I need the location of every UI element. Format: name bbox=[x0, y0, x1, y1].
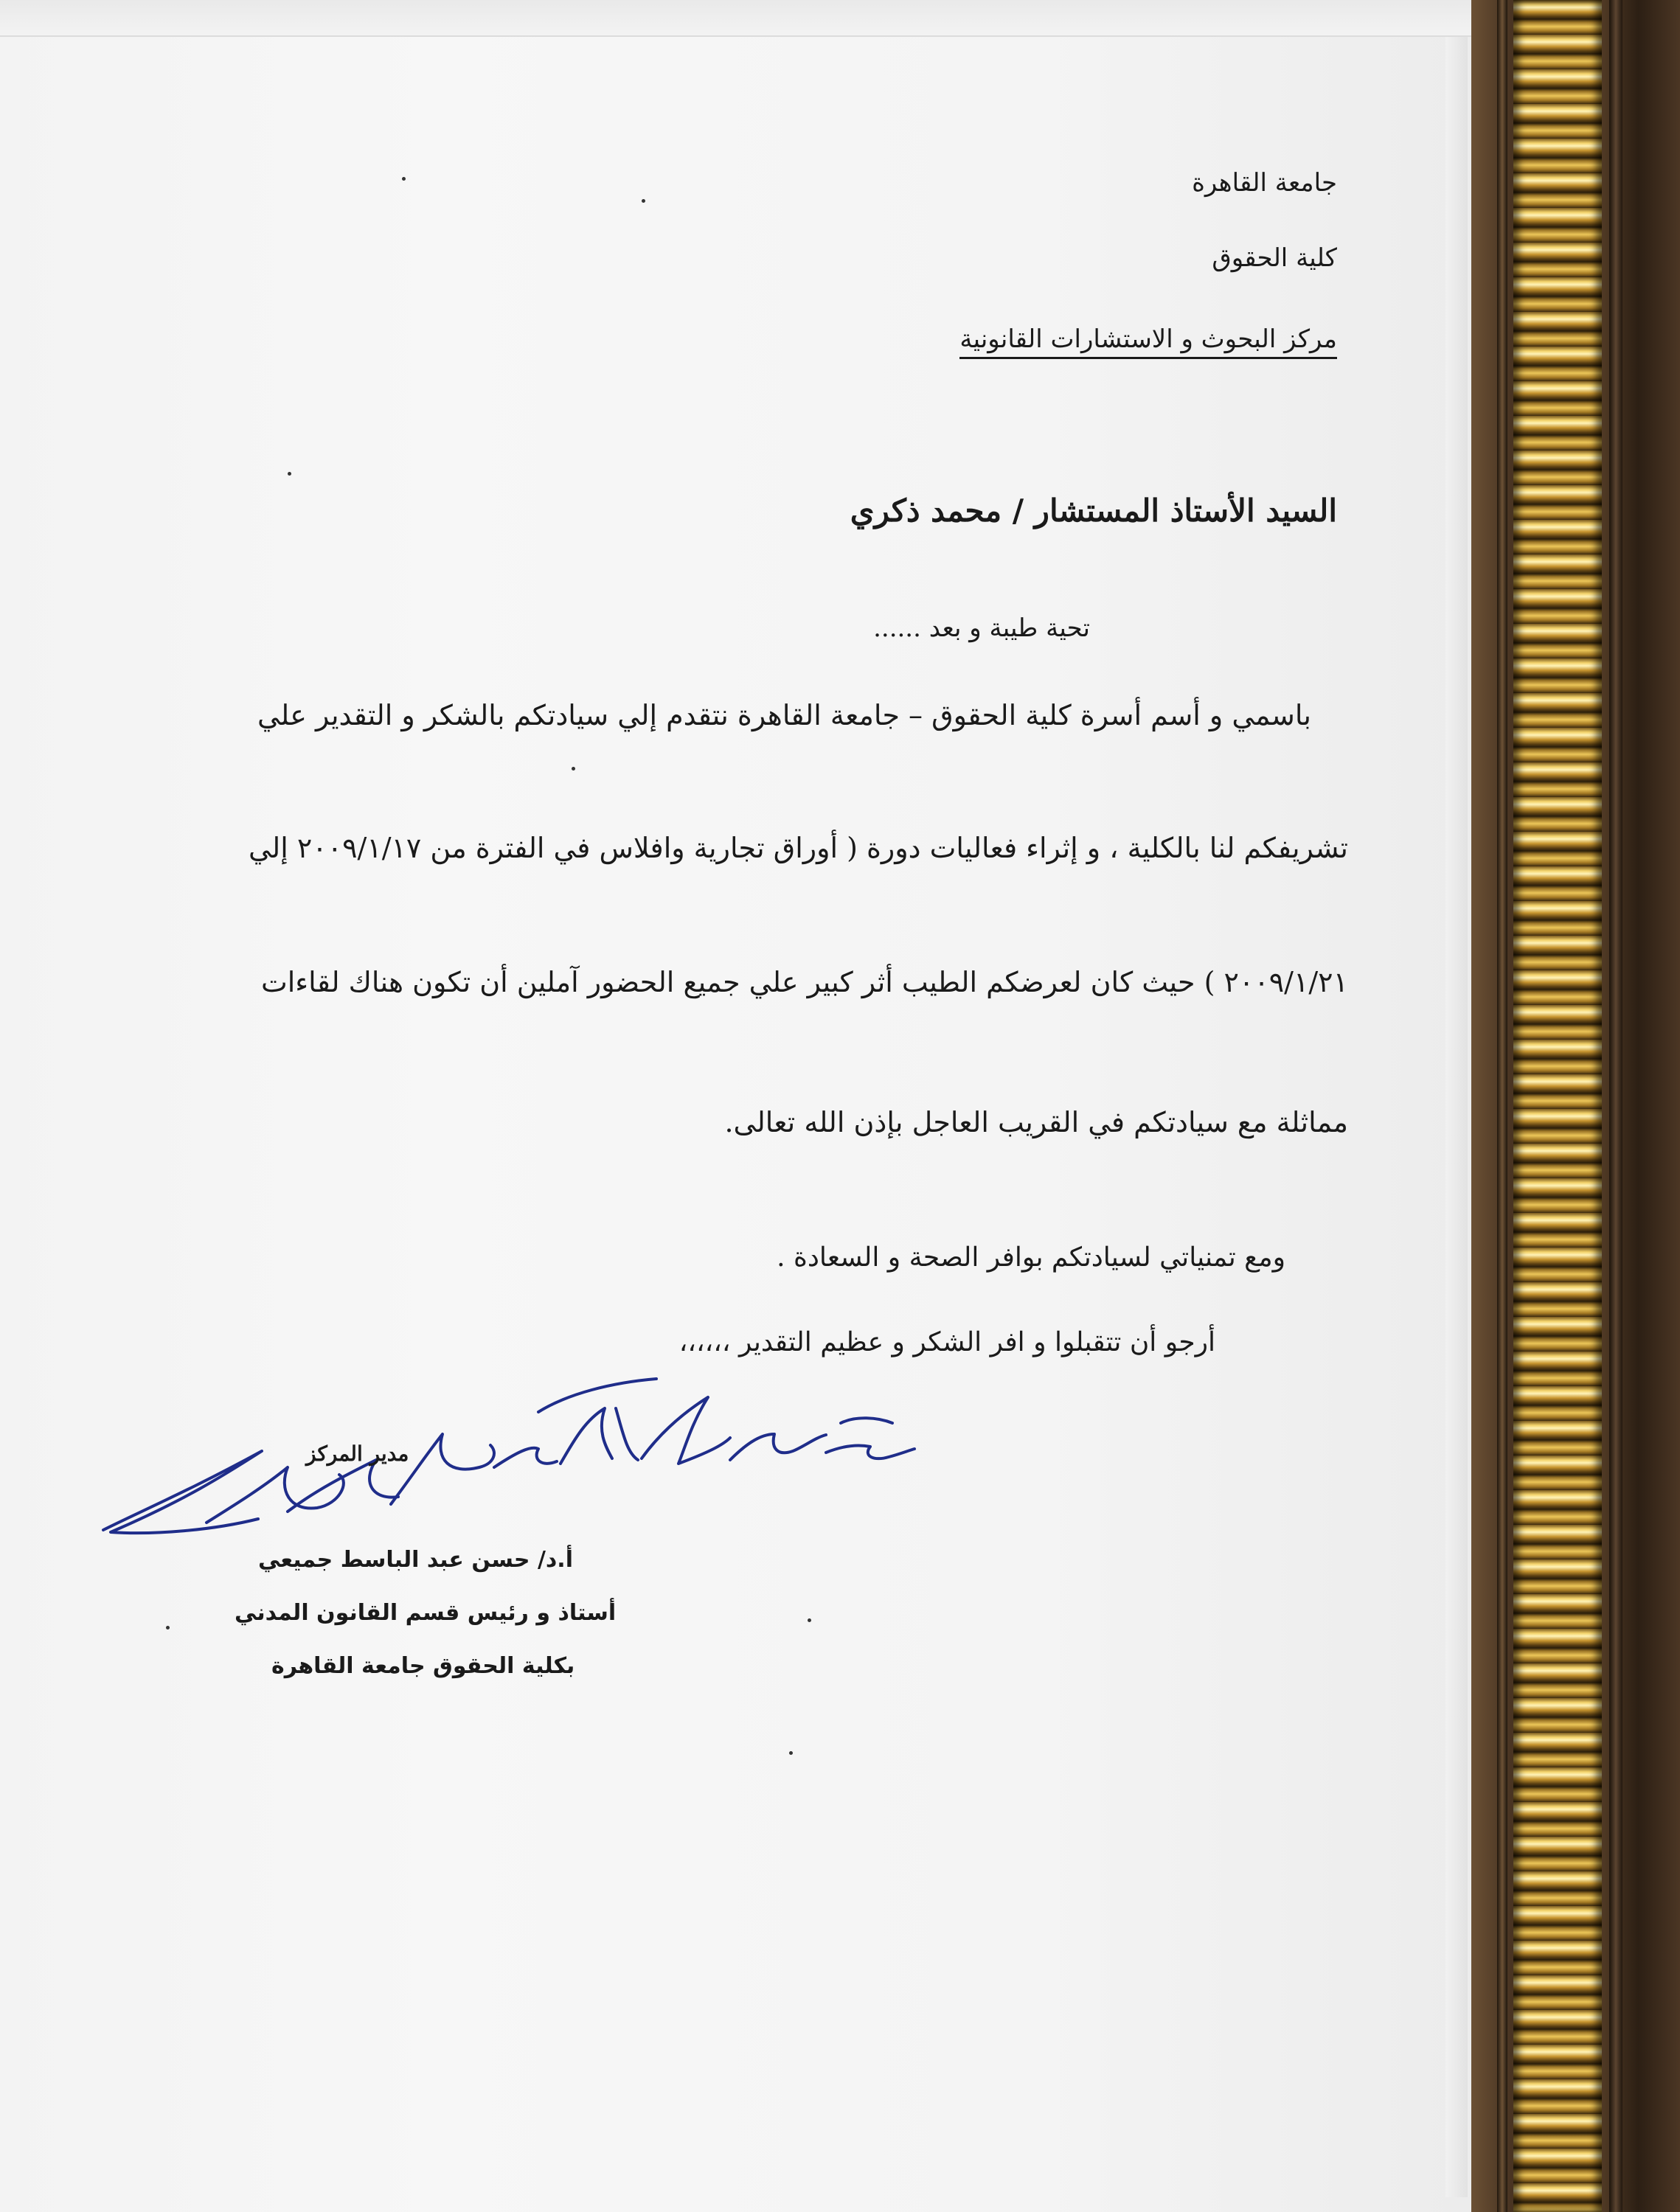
frame-inner-molding bbox=[1497, 0, 1507, 2212]
director-label: مدير المركز bbox=[306, 1441, 409, 1466]
wishes-line: ومع تمنياتي لسيادتكم بوافر الصحة و السعادة . bbox=[777, 1242, 1285, 1273]
paper-speck bbox=[642, 199, 645, 203]
paper-speck bbox=[808, 1618, 811, 1622]
paper-speck bbox=[572, 767, 575, 771]
body-line-3: ٢٠٠٩/١/٢١ ) حيث كان لعرضكم الطيب أثر كبير علي جميع الحضور آملين أن تكون هناك لقاءات bbox=[260, 966, 1348, 998]
letterhead-center: مركز البحوث و الاستشارات القانونية bbox=[959, 324, 1337, 359]
body-line-4: مماثلة مع سيادتكم في القريب العاجل بإذن الله تعالى. bbox=[724, 1106, 1348, 1138]
greeting-line: تحية طيبة و بعد ...... bbox=[873, 613, 1090, 643]
recipient-line: السيد الأستاذ المستشار / محمد ذكري bbox=[850, 493, 1337, 529]
paper-speck bbox=[789, 1751, 793, 1755]
letterhead-university: جامعة القاهرة bbox=[1192, 168, 1337, 198]
body-line-1: باسمي و أسم أسرة كلية الحقوق – جامعة القاهرة نتقدم إلي سيادتكم بالشكر و التقدير علي bbox=[257, 699, 1311, 731]
paper-speck bbox=[166, 1626, 170, 1630]
frame-gold-ornament bbox=[1513, 0, 1602, 2212]
closing-line: أرجو أن تتقبلوا و افر الشكر و عظيم التقدير ،،،،،، bbox=[678, 1327, 1215, 1357]
paper-speck bbox=[402, 177, 406, 181]
body-line-2: تشريفكم لنا بالكلية ، و إثراء فعاليات دورة ( أوراق تجارية وافلاس في الفترة من ٢٠٠٩/١/١٧ إلي bbox=[248, 832, 1348, 864]
paper-speck bbox=[288, 472, 291, 476]
signatory-title: أستاذ و رئيس قسم القانون المدني bbox=[235, 1600, 617, 1626]
letterhead-faculty: كلية الحقوق bbox=[1212, 243, 1337, 273]
signatory-college: بكلية الحقوق جامعة القاهرة bbox=[271, 1653, 575, 1679]
frame-outer-molding bbox=[1609, 0, 1622, 2212]
paper-top-edge bbox=[0, 0, 1471, 37]
paper-right-edge bbox=[1445, 37, 1468, 2197]
handwritten-signature bbox=[96, 1364, 922, 1556]
signatory-name: أ.د/ حسن عبد الباسط جميعي bbox=[258, 1547, 573, 1573]
